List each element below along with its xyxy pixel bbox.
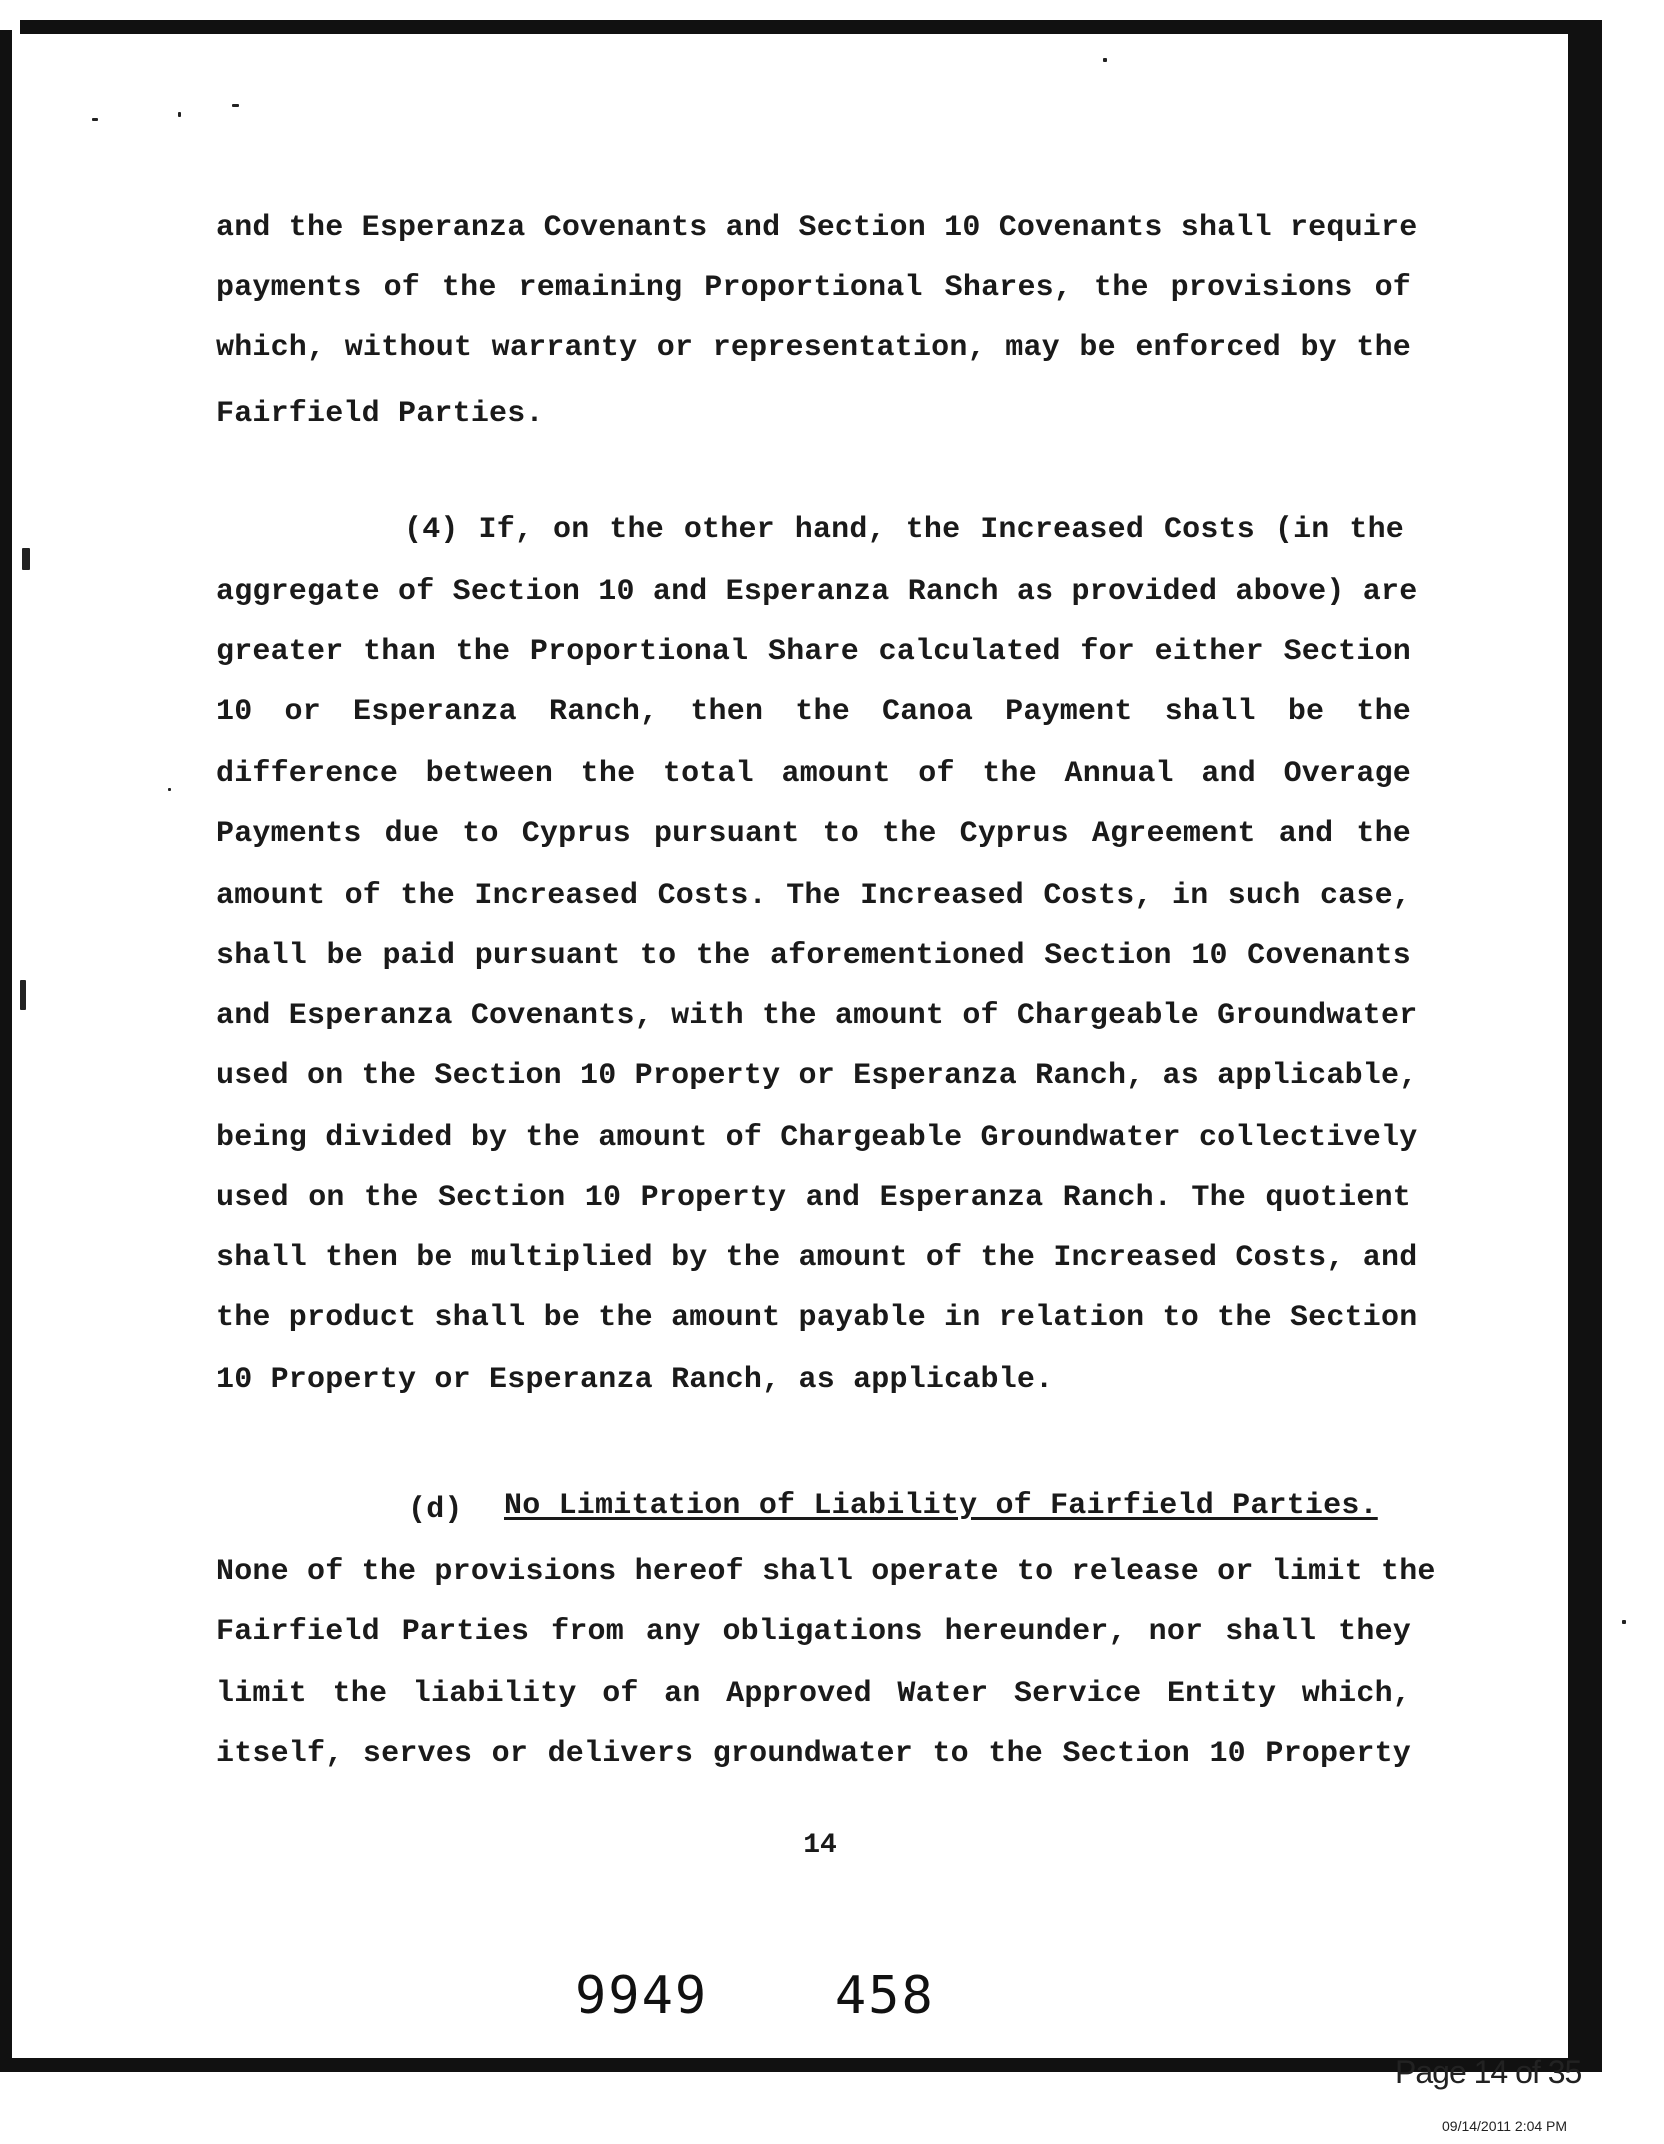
scan-speck xyxy=(178,112,181,117)
text-line: None of the provisions hereof shall operate to release or limit the xyxy=(216,1555,1436,1589)
text-line: Fairfield Parties. xyxy=(216,397,544,431)
scan-speck xyxy=(168,788,171,791)
text-line: the product shall be the amount payable in relation to the Section xyxy=(216,1301,1418,1335)
text-line: itself, serves or delivers groundwater to the Section 10 Property xyxy=(216,1737,1411,1771)
recording-book: 9949 xyxy=(575,1966,709,2026)
section-heading: No Limitation of Liability of Fairfield Parties. xyxy=(504,1489,1378,1523)
scan-speck xyxy=(92,118,98,121)
recording-stamp xyxy=(575,1966,935,2026)
text-line: 10 or Esperanza Ranch, then the Canoa Payment shall be the xyxy=(216,695,1411,729)
scan-speck xyxy=(1103,58,1107,62)
text-line: which, without warranty or representation, may be enforced by the xyxy=(216,331,1411,365)
scan-speck xyxy=(1622,1620,1626,1624)
text-line: used on the Section 10 Property or Esperanza Ranch, as applicable, xyxy=(216,1059,1418,1093)
text-line: shall be paid pursuant to the aforementioned Section 10 Covenants xyxy=(216,939,1411,973)
footer-page-of: Page 14 of 35 xyxy=(1395,2054,1582,2090)
recording-page: 458 xyxy=(834,1966,935,2026)
text-line: greater than the Proportional Share calculated for either Section xyxy=(216,635,1411,669)
text-line: 10 Property or Esperanza Ranch, as applicable. xyxy=(216,1363,1054,1397)
scan-speck xyxy=(232,104,239,107)
text-line: amount of the Increased Costs. The Increased Costs, in such case, xyxy=(216,879,1411,913)
scan-border-right xyxy=(1568,20,1602,2072)
text-line: used on the Section 10 Property and Esperanza Ranch. The quotient xyxy=(216,1181,1411,1215)
text-line: payments of the remaining Proportional Shares, the provisions of xyxy=(216,271,1411,305)
scan-border-top xyxy=(20,20,1580,34)
text-line: aggregate of Section 10 and Esperanza Ranch as provided above) are xyxy=(216,575,1418,609)
scan-speck xyxy=(22,548,30,570)
text-line: and Esperanza Covenants, with the amount of Chargeable Groundwater xyxy=(216,999,1418,1033)
section-label: (d) xyxy=(408,1493,463,1527)
text-line: Fairfield Parties from any obligations hereunder, nor shall they xyxy=(216,1615,1411,1649)
scan-border-bottom xyxy=(0,2058,1602,2072)
footer-timestamp: 09/14/2011 2:04 PM xyxy=(1442,2118,1568,2134)
text-line: limit the liability of an Approved Water Service Entity which, xyxy=(216,1677,1411,1711)
text-line: Payments due to Cyprus pursuant to the Cyprus Agreement and the xyxy=(216,817,1411,851)
scan-border-left xyxy=(0,30,12,2070)
text-line: (4) If, on the other hand, the Increased Costs (in the xyxy=(404,513,1404,547)
text-line: being divided by the amount of Chargeable Groundwater collectively xyxy=(216,1121,1418,1155)
scan-speck xyxy=(20,980,26,1010)
page-number: 14 xyxy=(803,1830,837,1861)
text-line: shall then be multiplied by the amount of the Increased Costs, and xyxy=(216,1241,1418,1275)
text-line: difference between the total amount of the Annual and Overage xyxy=(216,757,1411,791)
text-line: and the Esperanza Covenants and Section 10 Covenants shall require xyxy=(216,211,1418,245)
